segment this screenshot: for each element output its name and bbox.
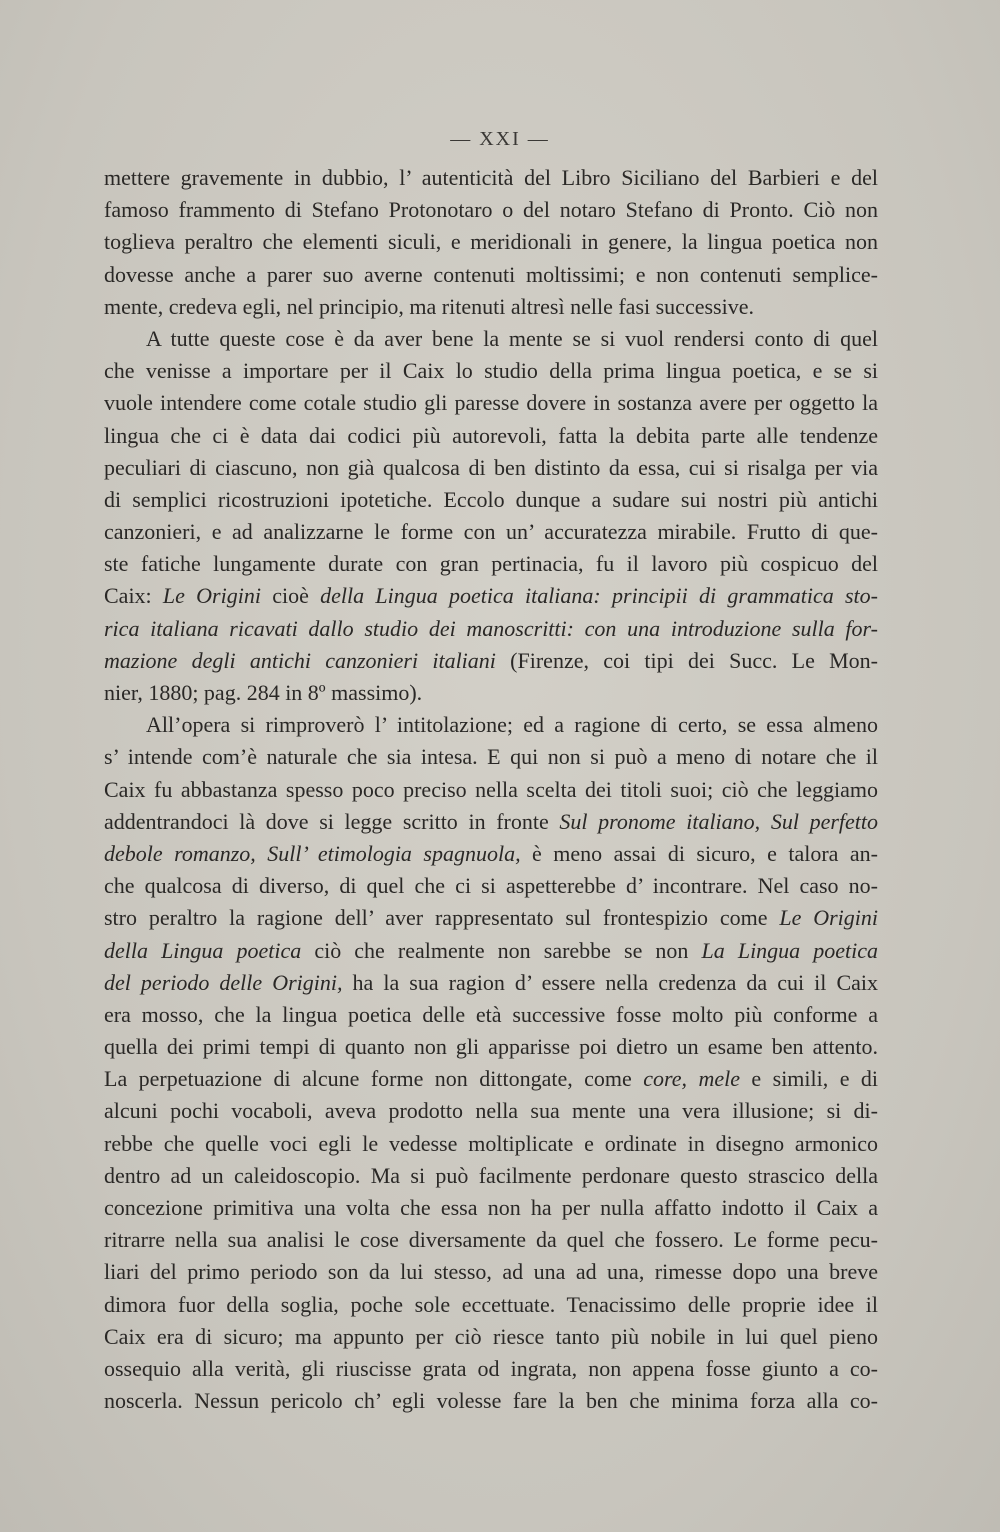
text-segment: nier, 1880; pag. 284 in 8º massimo).	[104, 680, 423, 705]
text-segment: alcuni pochi vocaboli, aveva prodotto nella sua mente una vera illusione; si di-	[104, 1098, 878, 1124]
text-line	[104, 162, 878, 194]
text-segment: dovesse anche a parer suo averne contenuti moltissimi; e non contenuti semplice-	[104, 261, 878, 287]
text-line	[104, 999, 878, 1031]
text-line	[104, 387, 878, 419]
text-segment: addentrandoci là dove si legge scritto in fronte	[104, 808, 560, 834]
text-segment: canzonieri, e ad analizzarne le forme con un’ accuratezza mirabile. Frutto di que-	[104, 519, 878, 545]
text-segment: mente, credeva egli, nel principio, ma ritenuti altresì nelle fasi successive.	[104, 293, 754, 319]
text-segment: è meno assai di sicuro, e talora an-	[520, 840, 878, 866]
italic-title-text: della Lingua poetica	[104, 937, 302, 963]
text-line	[104, 935, 878, 967]
text-segment: concezione primitiva una volta che essa non ha per nulla affatto indotto il Caix a	[104, 1195, 878, 1220]
text-line	[104, 741, 878, 773]
text-line	[104, 291, 878, 323]
text-segment: quella dei primi tempi di quanto non gli apparisse poi dietro un esame ben attento.	[104, 1034, 878, 1060]
italic-title-text: Sul pronome italiano, Sul perfetto	[559, 808, 879, 834]
text-segment: Caix era di sicuro; ma appunto per ciò riesce tanto più nobile in lui quel pieno	[104, 1323, 878, 1349]
italic-title-text: core, mele	[643, 1066, 740, 1092]
text-segment: Caix:	[104, 583, 163, 609]
text-segment: liari del primo periodo son da lui stesso, ad una ad una, rimesse dopo una breve	[104, 1259, 878, 1285]
italic-title-text: del periodo delle Origini,	[104, 969, 343, 995]
text-segment: mettere gravemente in dubbio, l’ autenticità del Libro Siciliano del Barbieri e del	[104, 165, 878, 190]
text-line	[104, 1095, 878, 1127]
text-line	[104, 323, 878, 355]
text-line	[104, 709, 878, 741]
body-text	[104, 162, 878, 1417]
text-line	[104, 1192, 878, 1224]
text-segment: s’ intende com’è naturale che sia intesa. E qui non si può a meno di notare che il	[104, 744, 878, 770]
text-line	[104, 580, 878, 612]
italic-title-text: debole romanzo, Sull’ etimologia spagnuola,	[104, 840, 521, 866]
italic-title-text: mazione degli antichi canzonieri italiani	[104, 647, 496, 673]
text-segment: ritrarre nella sua analisi le cose diversamente da quel che fossero. Le forme pecu-	[104, 1227, 878, 1253]
text-line	[104, 226, 878, 258]
text-segment: toglieva peraltro che elementi siculi, e meridionali in genere, la lingua poetica non	[104, 229, 878, 255]
italic-title-text: Le Origini	[779, 905, 878, 931]
text-line	[104, 1224, 878, 1256]
text-line	[104, 902, 878, 934]
text-line	[104, 645, 878, 677]
text-segment: stro peraltro la ragione dell’ aver rappresentato sul frontespizio come	[104, 905, 780, 931]
text-segment: dimora fuor della soglia, poche sole eccettuate. Tenacissimo delle proprie idee il	[104, 1291, 878, 1317]
text-line	[104, 420, 878, 452]
text-line	[104, 516, 878, 548]
text-segment: noscerla. Nessun pericolo ch’ egli volesse fare la ben che minima forza alla co-	[104, 1388, 878, 1414]
text-segment: All’opera si rimproverò l’ intitolazione; ed a ragione di certo, se essa almeno	[146, 712, 878, 738]
text-segment: cioè	[260, 583, 321, 609]
text-line	[104, 194, 878, 226]
text-segment: e simili, e di	[740, 1066, 879, 1092]
italic-title-text: Le Origini	[162, 583, 261, 609]
text-line	[104, 1289, 878, 1321]
text-segment: (Firenze, coi tipi dei Succ. Le Mon-	[495, 647, 879, 673]
text-segment: La perpetuazione di alcune forme non dittongate, come	[104, 1066, 644, 1092]
text-line	[104, 967, 878, 999]
text-line	[104, 1256, 878, 1288]
text-line	[104, 677, 878, 709]
text-segment: era mosso, che la lingua poetica delle età successive fosse molto più conforme a	[104, 1001, 878, 1027]
text-segment: lingua che ci è data dai codici più autorevoli, fatta la debita parte alle tendenze	[104, 422, 878, 448]
text-line	[104, 1160, 878, 1192]
italic-title-text: rica italiana ricavati dallo studio dei manoscritti: con una introduzione sulla for-	[104, 615, 878, 641]
text-segment: A tutte queste cose è da aver bene la mente se si vuol rendersi conto di quel	[146, 325, 878, 351]
text-line	[104, 1353, 878, 1385]
text-line	[104, 806, 878, 838]
text-line	[104, 774, 878, 806]
italic-title-text: della Lingua poetica italiana: principii di grammatica sto-	[320, 583, 878, 609]
text-segment: rebbe che quelle voci egli le vedesse moltiplicate e ordinate in disegno armonico	[104, 1130, 878, 1156]
text-segment: ha la sua ragion d’ essere nella credenza da cui il Caix	[342, 969, 878, 995]
text-line	[104, 1063, 878, 1095]
text-line	[104, 1031, 878, 1063]
text-line	[104, 548, 878, 580]
text-segment: ossequio alla verità, gli riuscisse grata od ingrata, non appena fosse giunto a co-	[104, 1355, 878, 1381]
text-line	[104, 1385, 878, 1417]
text-line	[104, 452, 878, 484]
page-number: — XXI —	[450, 128, 550, 150]
text-line	[104, 484, 878, 516]
text-line	[104, 613, 878, 645]
text-line	[104, 259, 878, 291]
text-segment: che venisse a importare per il Caix lo studio della prima lingua poetica, e se si	[104, 358, 878, 384]
text-line	[104, 1128, 878, 1160]
text-segment: ciò che realmente non sarebbe se non	[301, 937, 702, 963]
text-segment: ste fatiche lungamente durate con gran pertinacia, fu il lavoro più cospicuo del	[104, 551, 878, 577]
text-line	[104, 838, 878, 870]
text-segment: peculiari di ciascuno, non già qualcosa di ben distinto da essa, cui si risalga per via	[104, 454, 878, 480]
italic-title-text: La Lingua poetica	[701, 937, 879, 963]
text-segment: di semplici ricostruzioni ipotetiche. Eccolo dunque a sudare sui nostri più antichi	[104, 486, 878, 512]
text-segment: che qualcosa di diverso, di quel che ci si aspetterebbe d’ incontrare. Nel caso no-	[104, 873, 878, 899]
text-line	[104, 870, 878, 902]
text-line	[104, 1321, 878, 1353]
text-line	[104, 355, 878, 387]
text-segment: dentro ad un caleidoscopio. Ma si può facilmente perdonare questo strascico della	[104, 1162, 878, 1188]
text-segment: vuole intendere come cotale studio gli paresse dovere in sostanza avere per oggetto la	[104, 390, 878, 416]
text-segment: famoso frammento di Stefano Protonotaro o del notaro Stefano di Pronto. Ciò non	[104, 197, 878, 223]
text-segment: Caix fu abbastanza spesso poco preciso nella scelta dei titoli suoi; ciò che leggiamo	[104, 776, 878, 802]
